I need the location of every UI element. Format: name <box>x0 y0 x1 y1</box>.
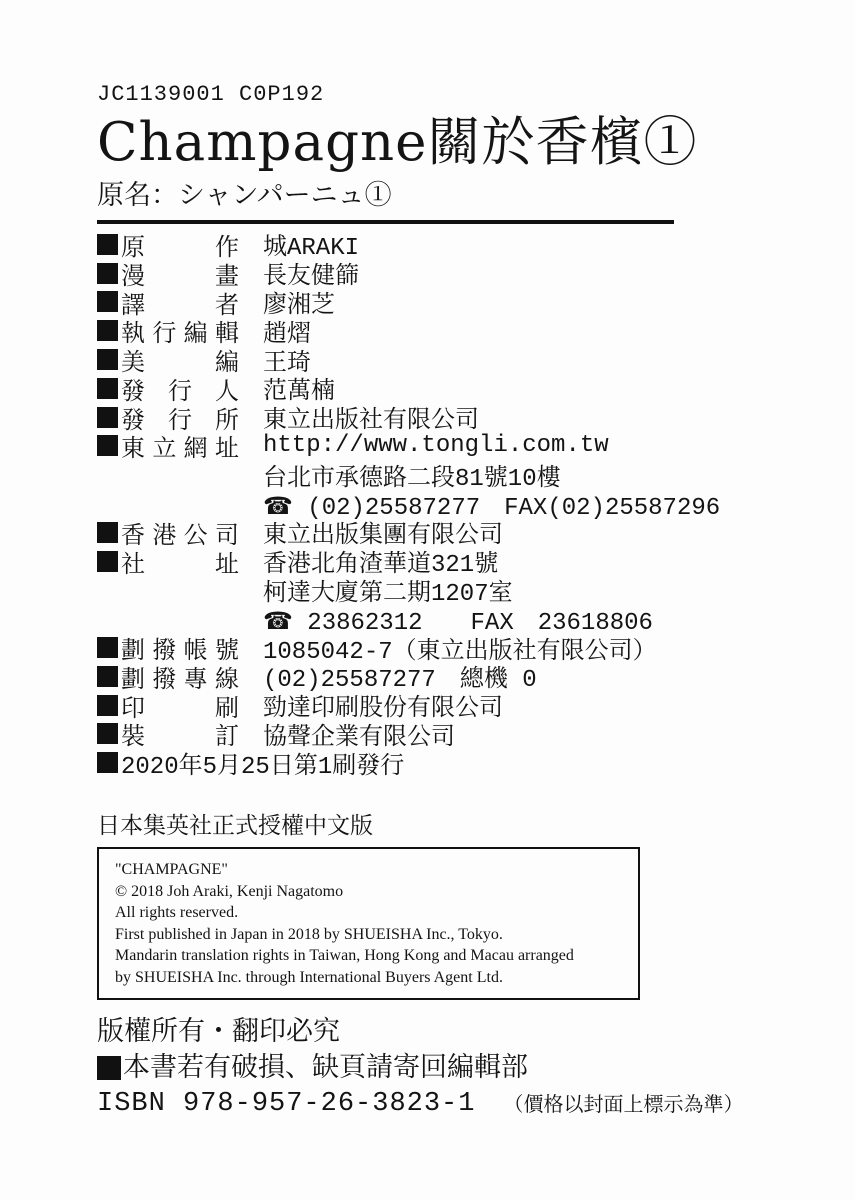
bullet-square-icon <box>97 435 118 456</box>
authorization-line: 日本集英社正式授權中文版 <box>97 813 373 840</box>
bullet-square-icon <box>97 695 118 716</box>
rights-text: 版權所有・翻印必究 <box>97 1016 340 1048</box>
credit-label: 劃 撥 專 線 <box>121 664 239 693</box>
credit-value: 范萬楠 <box>263 379 335 407</box>
product-code: JC1139001 C0P192 <box>97 82 325 107</box>
copyright-line: "CHAMPAGNE" <box>115 861 228 879</box>
credit-value: http://www.tongli.com.tw <box>263 432 609 460</box>
credit-value: 香港北角渣華道321號 <box>263 552 499 580</box>
credit-label: 社 址 <box>121 549 239 578</box>
bullet-square-icon <box>97 666 118 687</box>
price-note: （價格以封面上標示為準） <box>503 1092 744 1117</box>
credit-label: 譯 者 <box>121 290 239 319</box>
copyright-box <box>97 847 640 1000</box>
credit-value: 廖湘芝 <box>263 293 335 320</box>
credit-label: 印 刷 <box>121 693 239 722</box>
copyright-line: First published in Japan in 2018 by SHUEISHA Inc., Tokyo. <box>115 925 503 943</box>
credit-label: 發 行 所 <box>121 405 239 434</box>
credit-row-publishing-house <box>97 403 855 436</box>
damaged-text: 本書若有破損、缺頁請寄回編輯部 <box>123 1052 528 1084</box>
credit-label: 原 作 <box>121 232 239 261</box>
rights-line <box>97 1014 855 1050</box>
credit-value: 長友健篩 <box>263 264 359 292</box>
copyright-line: All rights reserved. <box>115 904 239 922</box>
credit-value: 柯達大廈第二期1207室 <box>263 580 513 608</box>
book-title: Champagne關於香檳① <box>97 112 698 173</box>
bullet-square-icon <box>97 378 118 399</box>
credit-row-print-date <box>97 748 855 781</box>
bullet-square-icon <box>97 551 118 572</box>
credit-value: 2020年5月25日第1刷發行 <box>121 753 405 781</box>
credit-value: 協聲企業有限公司 <box>263 724 455 752</box>
credit-value: 東立出版社有限公司 <box>263 408 479 436</box>
credit-label: 發 行 人 <box>121 376 239 405</box>
bullet-square-icon <box>97 723 118 744</box>
original-title: 原名：シャンパーニュ① <box>97 180 392 211</box>
copyright-line: Mandarin translation rights in Taiwan, Hong Kong and Macau arranged <box>115 947 574 965</box>
credit-value phone-line: ☎ (02)25587277 FAX(02)25587296 <box>263 494 721 522</box>
bullet-square-icon <box>97 263 118 284</box>
credit-label: 漫 畫 <box>121 261 239 290</box>
credit-label: 裝 訂 <box>121 722 239 751</box>
credit-row-executive-editor <box>97 316 855 349</box>
copyright-line: © 2018 Joh Araki, Kenji Nagatomo <box>115 882 344 900</box>
credit-label: 香 港 公 司 <box>121 520 239 549</box>
bullet-square-icon <box>97 291 118 312</box>
bullet-square-icon <box>97 320 118 341</box>
damaged-line <box>97 1050 855 1086</box>
credit-value: 趙熠 <box>263 321 311 349</box>
credit-value: 1085042-7（東立出版社有限公司） <box>263 638 657 666</box>
credit-row-printer <box>97 691 855 724</box>
bullet-square-icon <box>97 522 118 543</box>
bullet-square-icon <box>97 637 118 658</box>
credit-row-art-editor <box>97 345 855 378</box>
credits-list <box>97 230 855 781</box>
credit-value: 王琦 <box>263 350 311 378</box>
bullet-square-icon <box>97 349 118 370</box>
credit-label: 東 立 網 址 <box>121 434 239 463</box>
credit-label: 執 行 編 輯 <box>121 319 239 348</box>
bullet-square-icon <box>97 234 118 255</box>
credit-value: 台北市承德路二段81號10樓 <box>263 465 561 493</box>
divider-rule <box>97 220 674 224</box>
isbn-line <box>97 1086 855 1122</box>
credit-label: 美 編 <box>121 348 239 377</box>
credit-value phone-line: ☎ 23862312 FAX 23618806 <box>263 609 653 637</box>
bullet-square-icon <box>97 407 118 428</box>
credit-value: 城ARAKI <box>263 235 360 263</box>
copyright-line: by SHUEISHA Inc. through International Buyers Agent Ltd. <box>115 968 503 986</box>
bullet-square-icon <box>97 1056 121 1080</box>
credit-label: 劃 撥 帳 號 <box>121 636 239 665</box>
isbn-text: ISBN 978-957-26-3823-1 <box>97 1089 476 1120</box>
bullet-square-icon <box>97 752 118 773</box>
credit-row-original-author <box>97 230 855 263</box>
credit-row-artist <box>97 259 855 292</box>
credit-row-translator <box>97 288 855 320</box>
footer <box>97 1014 855 1122</box>
credit-value: 勁達印刷股份有限公司 <box>263 696 503 724</box>
credit-value: 東立出版集團有限公司 <box>263 523 503 551</box>
credit-value: (02)25587277 總機 0 <box>263 667 537 695</box>
